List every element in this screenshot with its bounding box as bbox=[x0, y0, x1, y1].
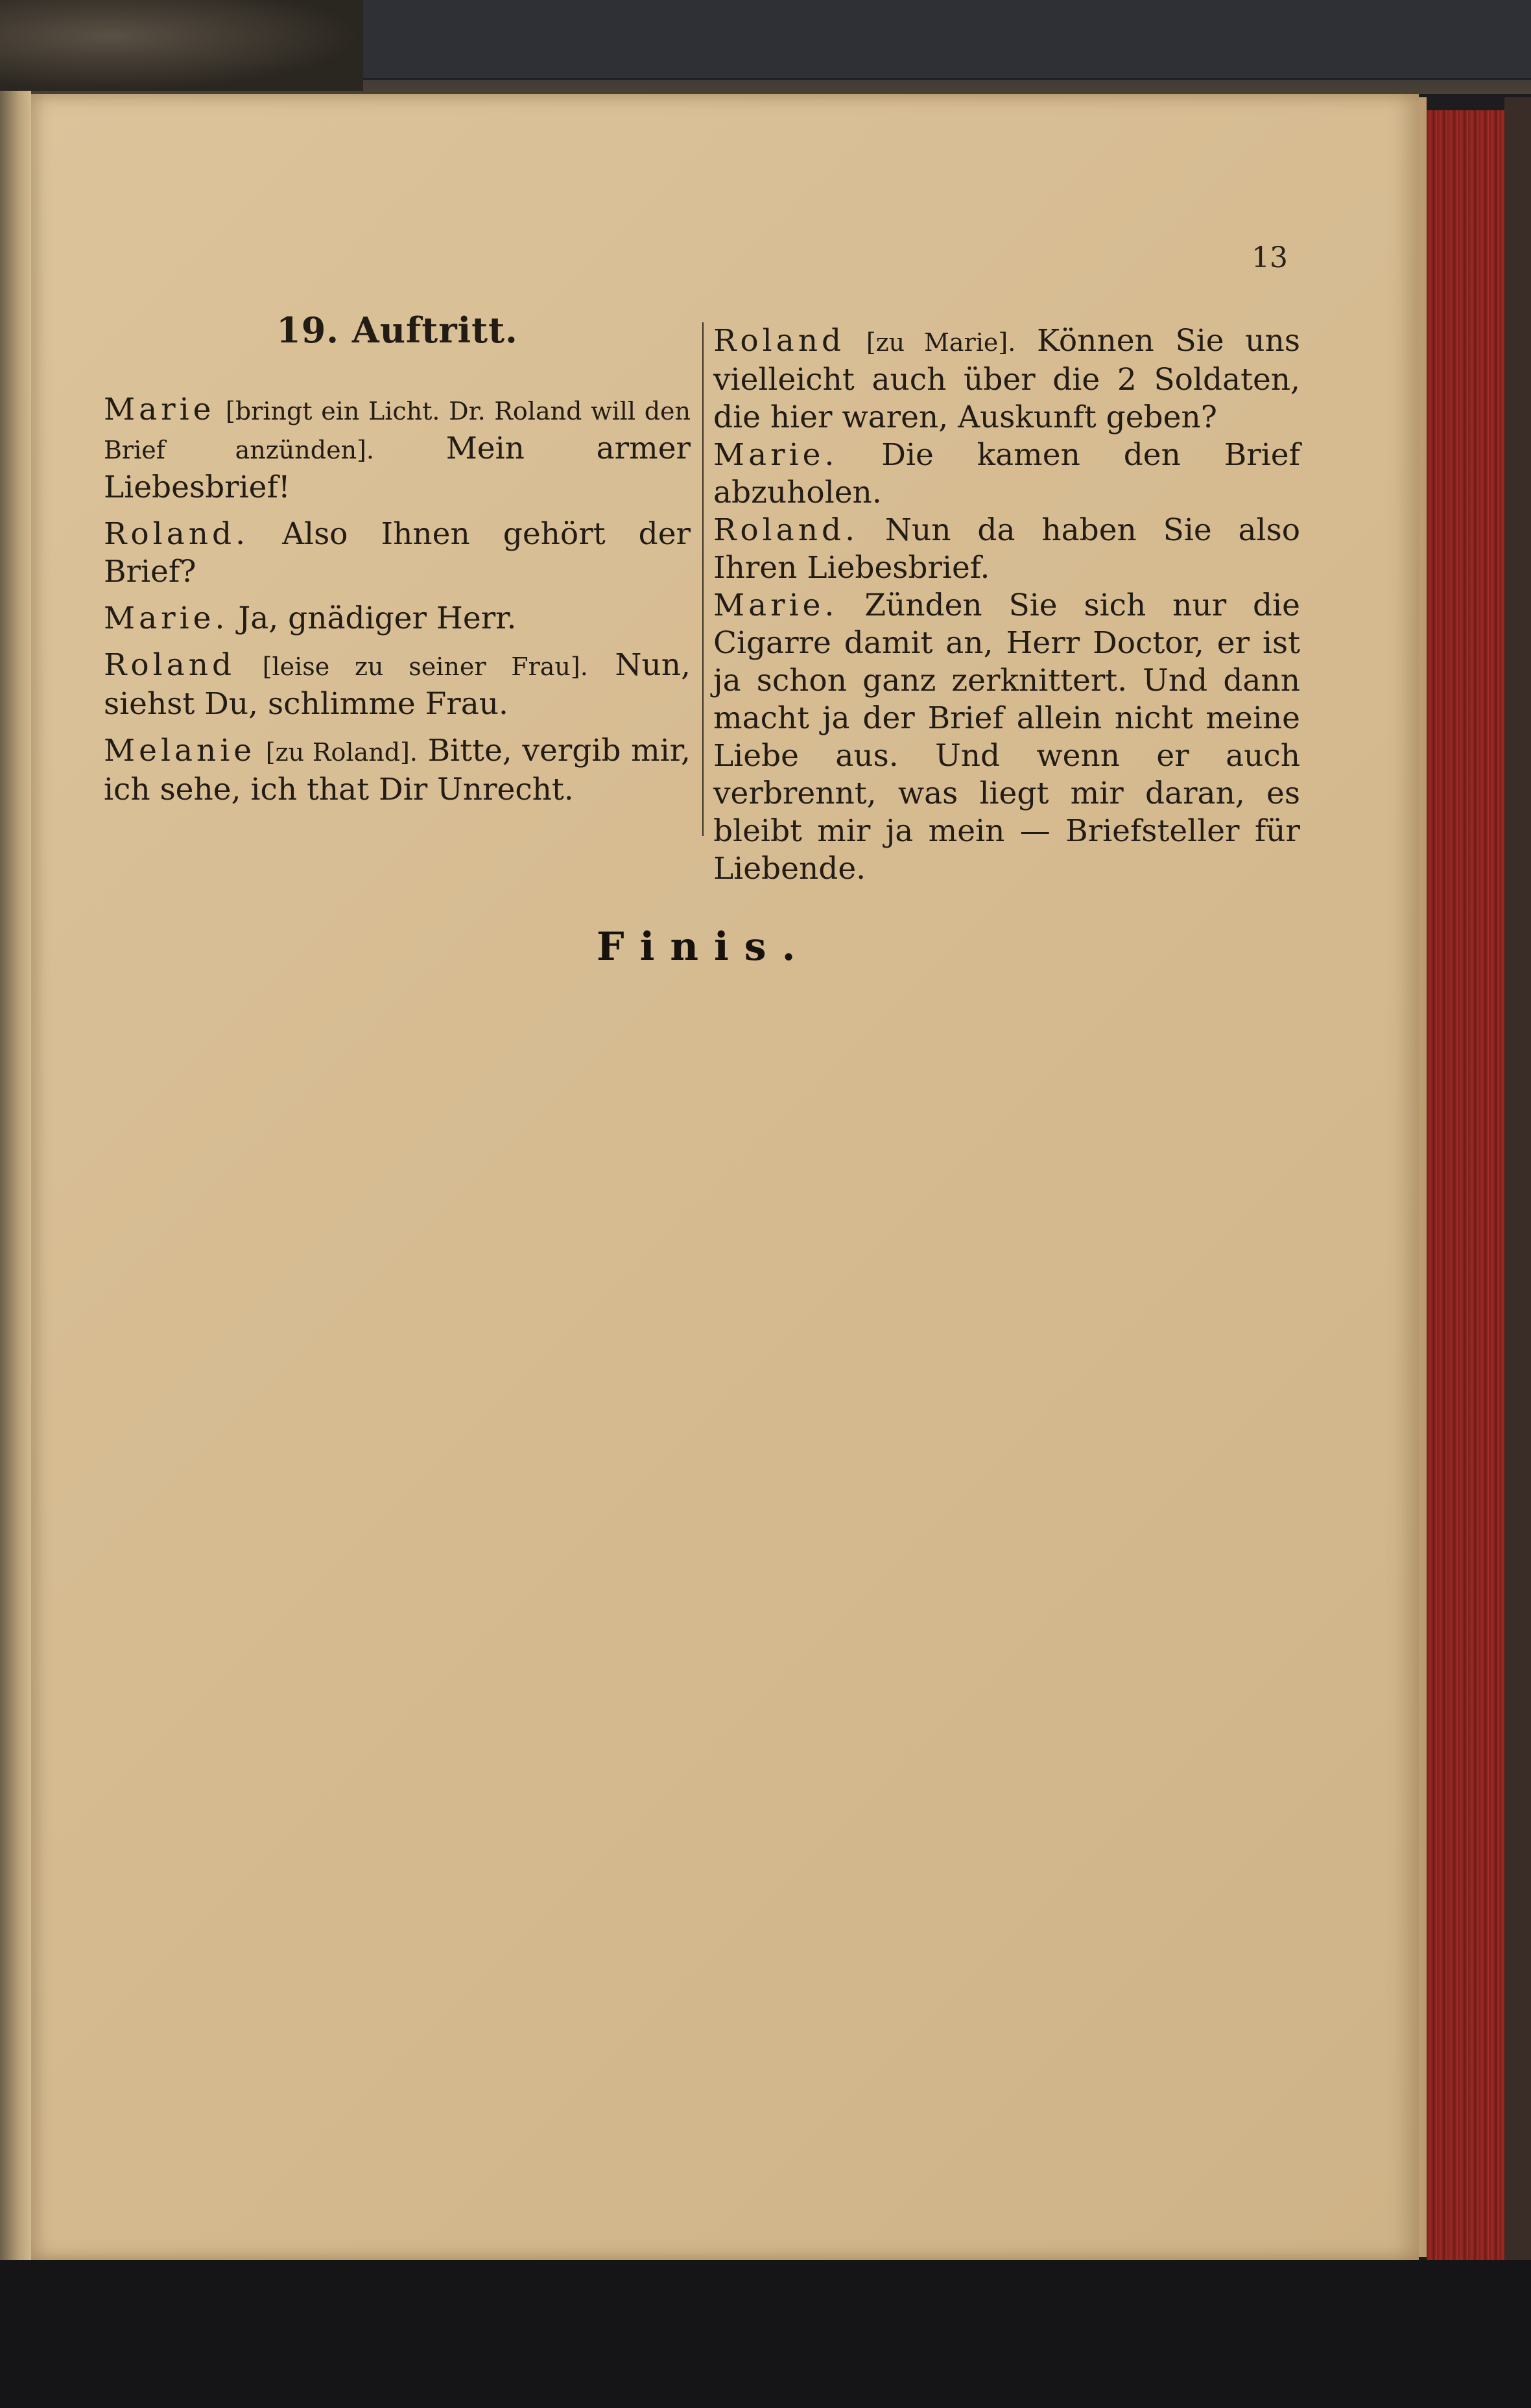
stage-direction: [bringt ein Licht. Dr. Roland will den Brief anzünden]. bbox=[104, 397, 691, 464]
dialogue-line bbox=[713, 322, 1300, 436]
dialogue-line bbox=[713, 436, 1300, 512]
dialogue-text: Bitte, vergib mir, ich sehe, ich that Dir Unrecht. bbox=[104, 733, 691, 807]
speaker-name: Marie. bbox=[104, 601, 229, 636]
dialogue-text: Können Sie uns vielleicht auch über die 2 Soldaten, die hier waren, Auskunft geben? bbox=[713, 323, 1300, 435]
left-column bbox=[104, 311, 691, 818]
dialogue-text: Ja, gnädiger Herr. bbox=[238, 601, 517, 636]
stage-direction: [leise zu seiner Frau]. bbox=[262, 652, 588, 681]
dialogue-text: Also Ihnen gehört der Brief? bbox=[104, 516, 691, 590]
speaker-name: Roland bbox=[104, 647, 236, 683]
speaker-name: Marie bbox=[104, 392, 215, 427]
stage-direction: [zu Marie]. bbox=[866, 328, 1016, 357]
dialogue-line bbox=[104, 732, 691, 809]
book-cover-edge bbox=[1504, 97, 1531, 2263]
right-column bbox=[713, 322, 1300, 888]
left-page-edge bbox=[0, 91, 31, 2260]
dialogue-text: Zünden Sie sich nur die Cigarre damit an, Herr Doctor, er ist ja schon ganz zerknittert. Und dann macht ja der Brief allein nicht meine Liebe aus. Und wenn er auch verbrennt, was liegt mir daran, es bleibt mir ja mein — Briefsteller für Liebende. bbox=[713, 588, 1300, 887]
speaker-name: Roland. bbox=[104, 516, 250, 552]
dialogue-line bbox=[104, 600, 691, 638]
dialogue-line bbox=[104, 391, 691, 507]
column-divider bbox=[702, 322, 704, 836]
book-cover-band bbox=[363, 0, 1531, 80]
page-number: 13 bbox=[1252, 241, 1288, 274]
speaker-name: Melanie bbox=[104, 733, 256, 769]
dialogue-text: Die kamen den Brief abzuholen. bbox=[713, 437, 1300, 510]
speaker-name: Roland. bbox=[713, 512, 859, 548]
dialogue-line bbox=[104, 516, 691, 591]
dialogue-text: Mein armer Liebesbrief! bbox=[104, 431, 691, 505]
dialogue-line bbox=[713, 587, 1300, 888]
dialogue-text: Nun, siehst Du, schlimme Frau. bbox=[104, 647, 691, 722]
scene-heading: 19. Auftritt. bbox=[276, 309, 518, 351]
finis-label: Finis. bbox=[597, 924, 811, 970]
dialogue-text: Nun da haben Sie also Ihren Liebesbrief. bbox=[713, 512, 1300, 586]
bottom-background bbox=[0, 2260, 1531, 2408]
dialogue-line bbox=[104, 647, 691, 723]
dialogue-line bbox=[713, 512, 1300, 587]
speaker-name: Marie. bbox=[713, 437, 838, 473]
speaker-name: Roland bbox=[713, 323, 846, 359]
background-corner bbox=[0, 0, 363, 91]
speaker-name: Marie. bbox=[713, 588, 838, 623]
stage-direction: [zu Roland]. bbox=[265, 738, 418, 767]
